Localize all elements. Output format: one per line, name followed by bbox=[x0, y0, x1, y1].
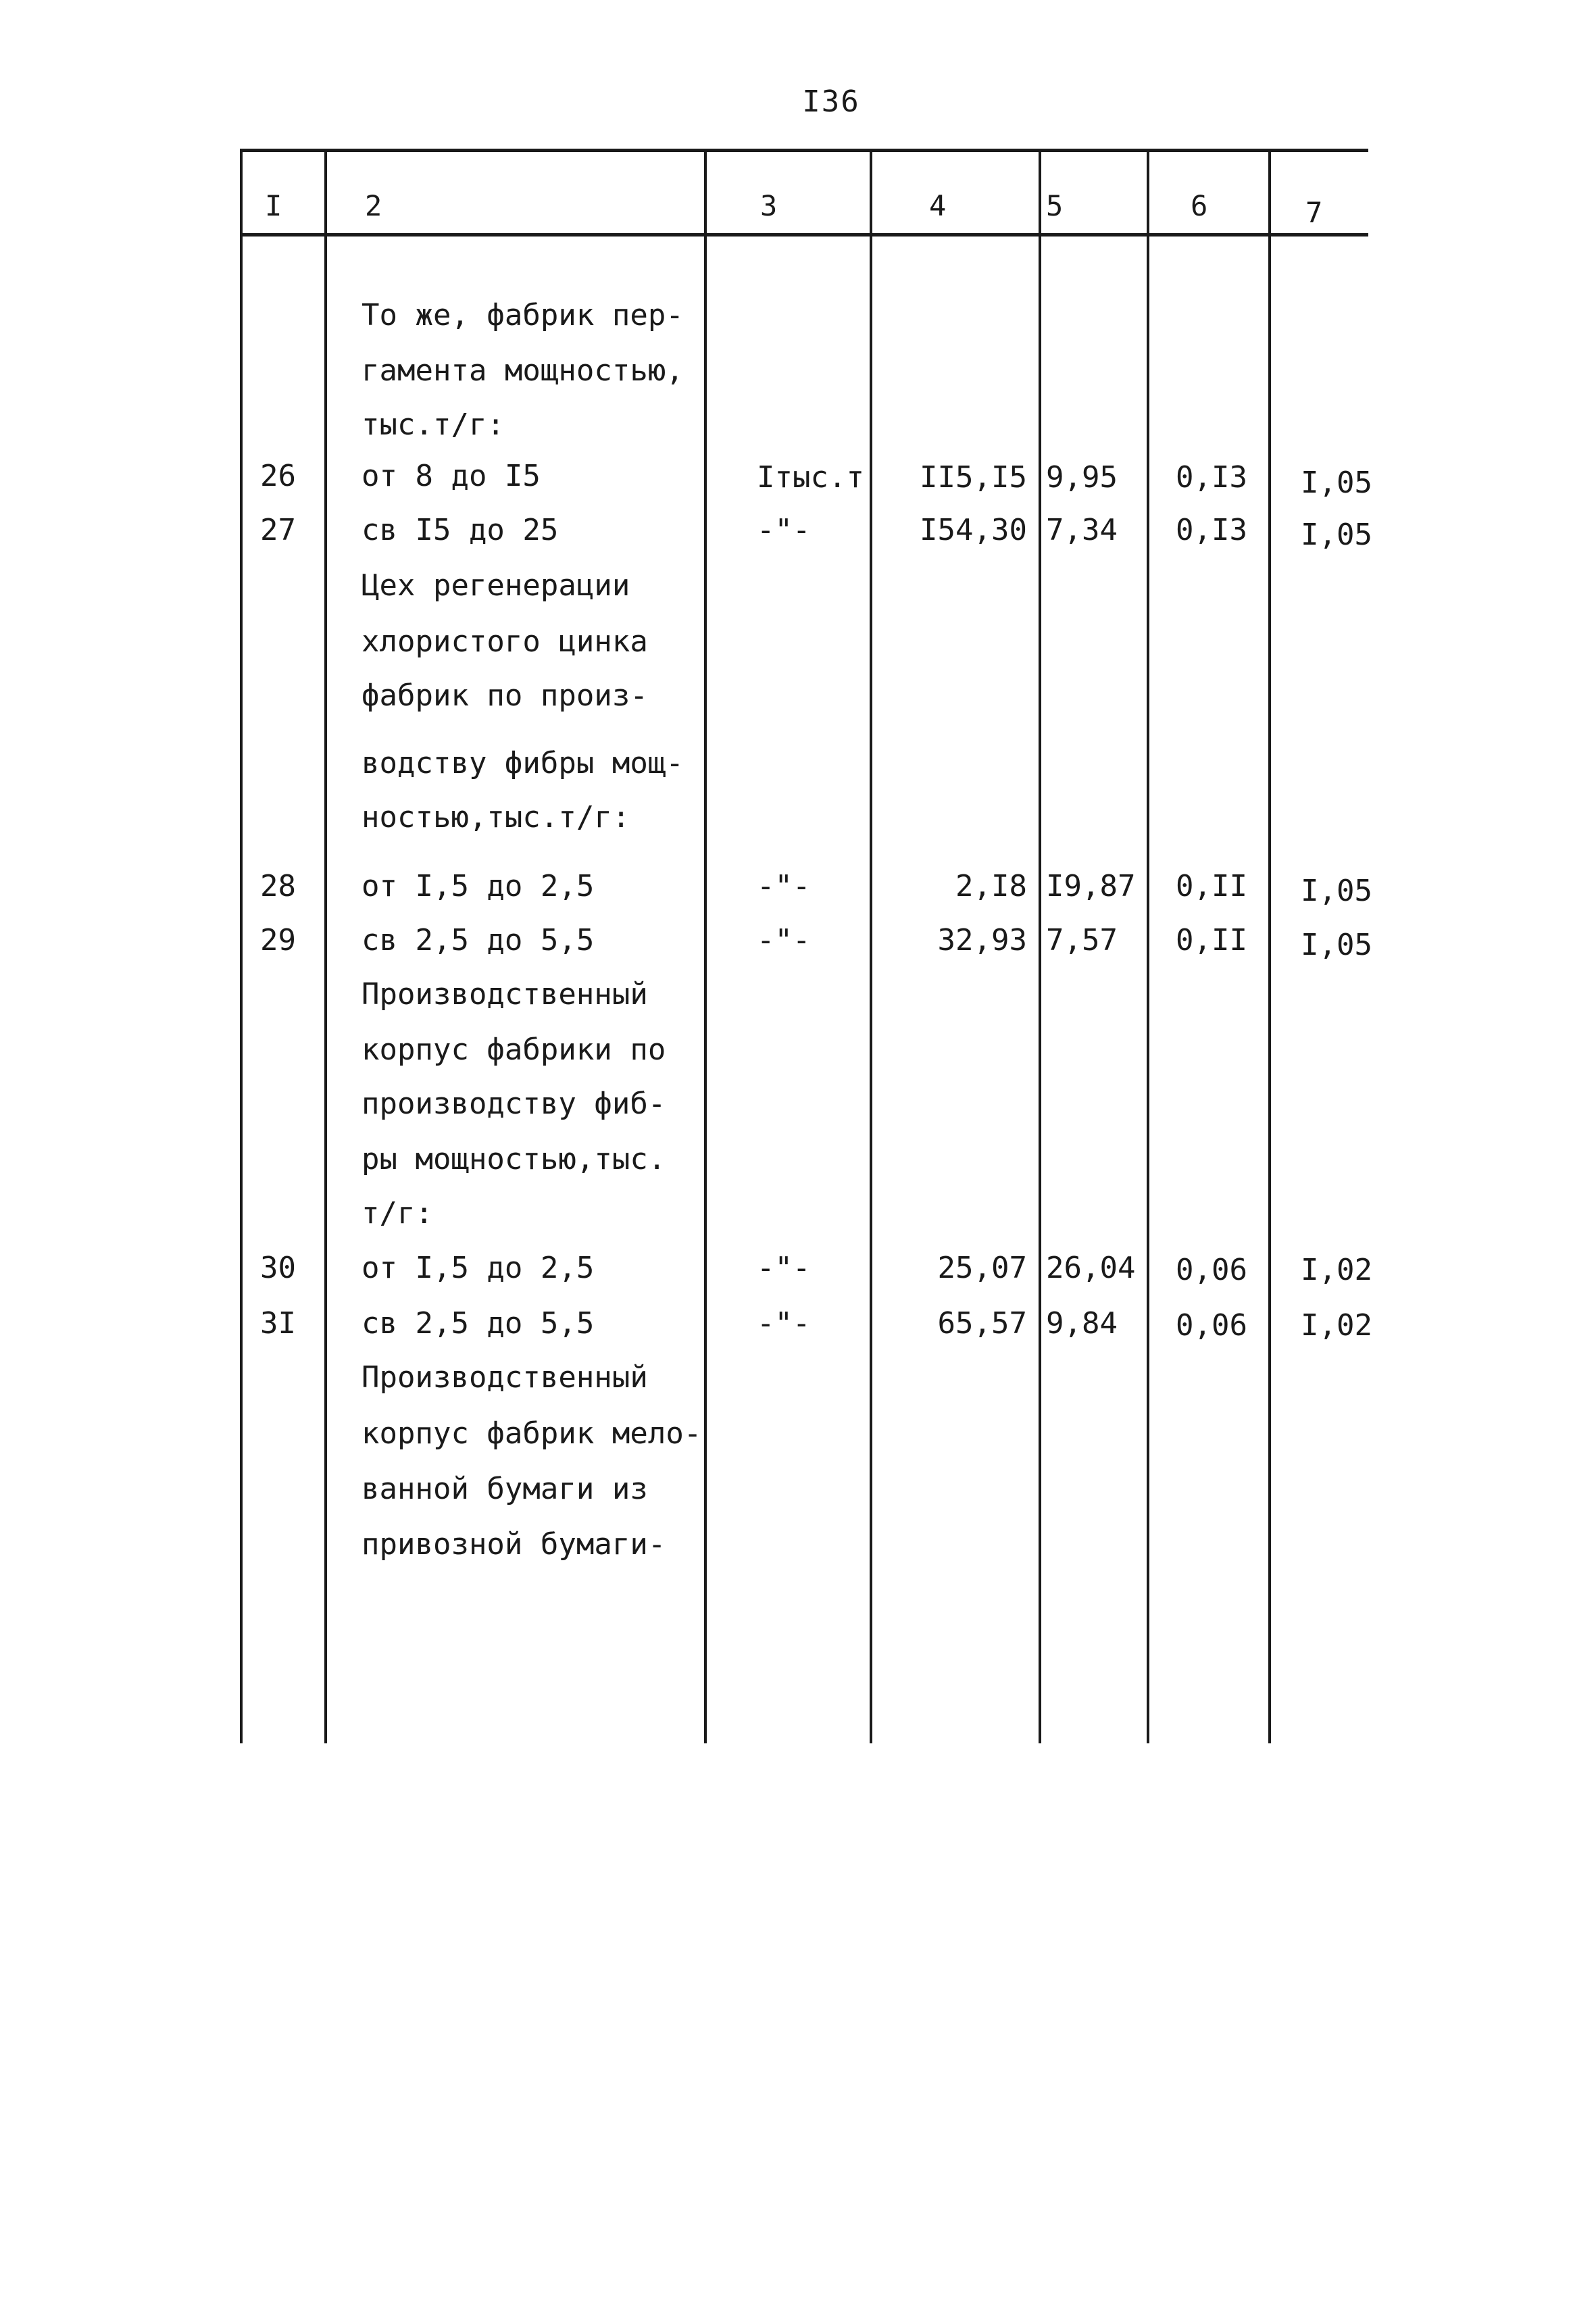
column-divider-1-2 bbox=[324, 149, 327, 1743]
row-unit: Iтыс.т bbox=[757, 460, 864, 495]
row-value-4: 2,I8 bbox=[955, 869, 1027, 903]
section-title-line: водству фибры мощ- bbox=[361, 746, 684, 780]
column-header-3: 3 bbox=[760, 189, 778, 222]
row-value-7: I,02 bbox=[1301, 1308, 1372, 1343]
column-divider-2-3 bbox=[704, 149, 707, 1743]
row-unit: -"- bbox=[757, 923, 811, 957]
row-value-4: II5,I5 bbox=[920, 460, 1027, 495]
section-title-line: ры мощностью,тыс. bbox=[361, 1142, 666, 1176]
row-value-5: 7,34 bbox=[1046, 513, 1118, 547]
row-value-7: I,05 bbox=[1301, 466, 1372, 500]
row-value-7: I,05 bbox=[1301, 518, 1372, 552]
column-divider-left bbox=[240, 149, 243, 1743]
column-header-4: 4 bbox=[929, 189, 947, 222]
row-value-5: 7,57 bbox=[1046, 923, 1118, 957]
row-value-5: 9,84 bbox=[1046, 1306, 1118, 1341]
row-value-5: 26,04 bbox=[1046, 1251, 1136, 1285]
row-name: от I,5 до 2,5 bbox=[361, 869, 595, 903]
row-name: от I,5 до 2,5 bbox=[361, 1251, 595, 1285]
row-value-5: I9,87 bbox=[1046, 869, 1136, 903]
row-number: 26 bbox=[260, 459, 296, 493]
section-title-line: привозной бумаги- bbox=[361, 1527, 666, 1562]
section-title-line: т/г: bbox=[361, 1196, 433, 1230]
row-value-6: 0,06 bbox=[1176, 1253, 1247, 1287]
column-divider-5-6 bbox=[1147, 149, 1149, 1743]
page-number: I36 bbox=[802, 84, 860, 119]
row-number: 28 bbox=[260, 869, 296, 903]
row-value-6: 0,06 bbox=[1176, 1308, 1247, 1343]
column-header-5: 5 bbox=[1046, 189, 1064, 222]
column-header-7: 7 bbox=[1305, 196, 1323, 229]
row-value-7: I,05 bbox=[1301, 874, 1372, 908]
row-number: 30 bbox=[260, 1251, 296, 1285]
row-unit: -"- bbox=[757, 1306, 811, 1341]
row-value-4: 65,57 bbox=[937, 1306, 1027, 1341]
row-value-4: I54,30 bbox=[920, 513, 1027, 547]
section-title-line: хлористого цинка bbox=[361, 624, 648, 659]
column-header-2: 2 bbox=[365, 189, 382, 222]
section-title-line: ванной бумаги из bbox=[361, 1472, 648, 1506]
row-name: от 8 до I5 bbox=[361, 459, 541, 493]
table-header-rule bbox=[240, 233, 1368, 237]
section-title-line: То же, фабрик пер- bbox=[361, 298, 684, 332]
row-name: св 2,5 до 5,5 bbox=[361, 1306, 595, 1341]
section-title-line: тыс.т/г: bbox=[361, 407, 505, 442]
row-unit: -"- bbox=[757, 1251, 811, 1285]
section-title-line: корпус фабрик мело- bbox=[361, 1416, 702, 1451]
row-value-5: 9,95 bbox=[1046, 460, 1118, 495]
column-divider-4-5 bbox=[1039, 149, 1041, 1743]
section-title-line: Производственный bbox=[361, 1360, 648, 1395]
row-number: 27 bbox=[260, 513, 296, 547]
row-unit: -"- bbox=[757, 869, 811, 903]
section-title-line: производству фиб- bbox=[361, 1087, 666, 1121]
section-title-line: корпус фабрики по bbox=[361, 1032, 666, 1067]
row-unit: -"- bbox=[757, 513, 811, 547]
column-divider-6-7 bbox=[1268, 149, 1271, 1743]
row-number: 3I bbox=[260, 1306, 296, 1341]
column-header-6: 6 bbox=[1191, 189, 1208, 222]
row-value-6: 0,I3 bbox=[1176, 513, 1247, 547]
section-title-line: фабрик по произ- bbox=[361, 678, 648, 713]
column-divider-3-4 bbox=[870, 149, 872, 1743]
row-value-6: 0,II bbox=[1176, 923, 1247, 957]
row-number: 29 bbox=[260, 923, 296, 957]
row-value-4: 25,07 bbox=[937, 1251, 1027, 1285]
row-value-7: I,05 bbox=[1301, 928, 1372, 962]
row-value-4: 32,93 bbox=[937, 923, 1027, 957]
row-value-7: I,02 bbox=[1301, 1253, 1372, 1287]
section-title-line: гамента мощностью, bbox=[361, 353, 684, 388]
row-name: св I5 до 25 bbox=[361, 513, 559, 547]
column-header-1: I bbox=[265, 189, 282, 222]
row-value-6: 0,II bbox=[1176, 869, 1247, 903]
section-title-line: Цех регенерации bbox=[361, 568, 630, 603]
section-title-line: Производственный bbox=[361, 977, 648, 1012]
row-value-6: 0,I3 bbox=[1176, 460, 1247, 495]
table-top-rule bbox=[240, 149, 1368, 152]
row-name: св 2,5 до 5,5 bbox=[361, 923, 595, 957]
section-title-line: ностью,тыс.т/г: bbox=[361, 800, 630, 835]
